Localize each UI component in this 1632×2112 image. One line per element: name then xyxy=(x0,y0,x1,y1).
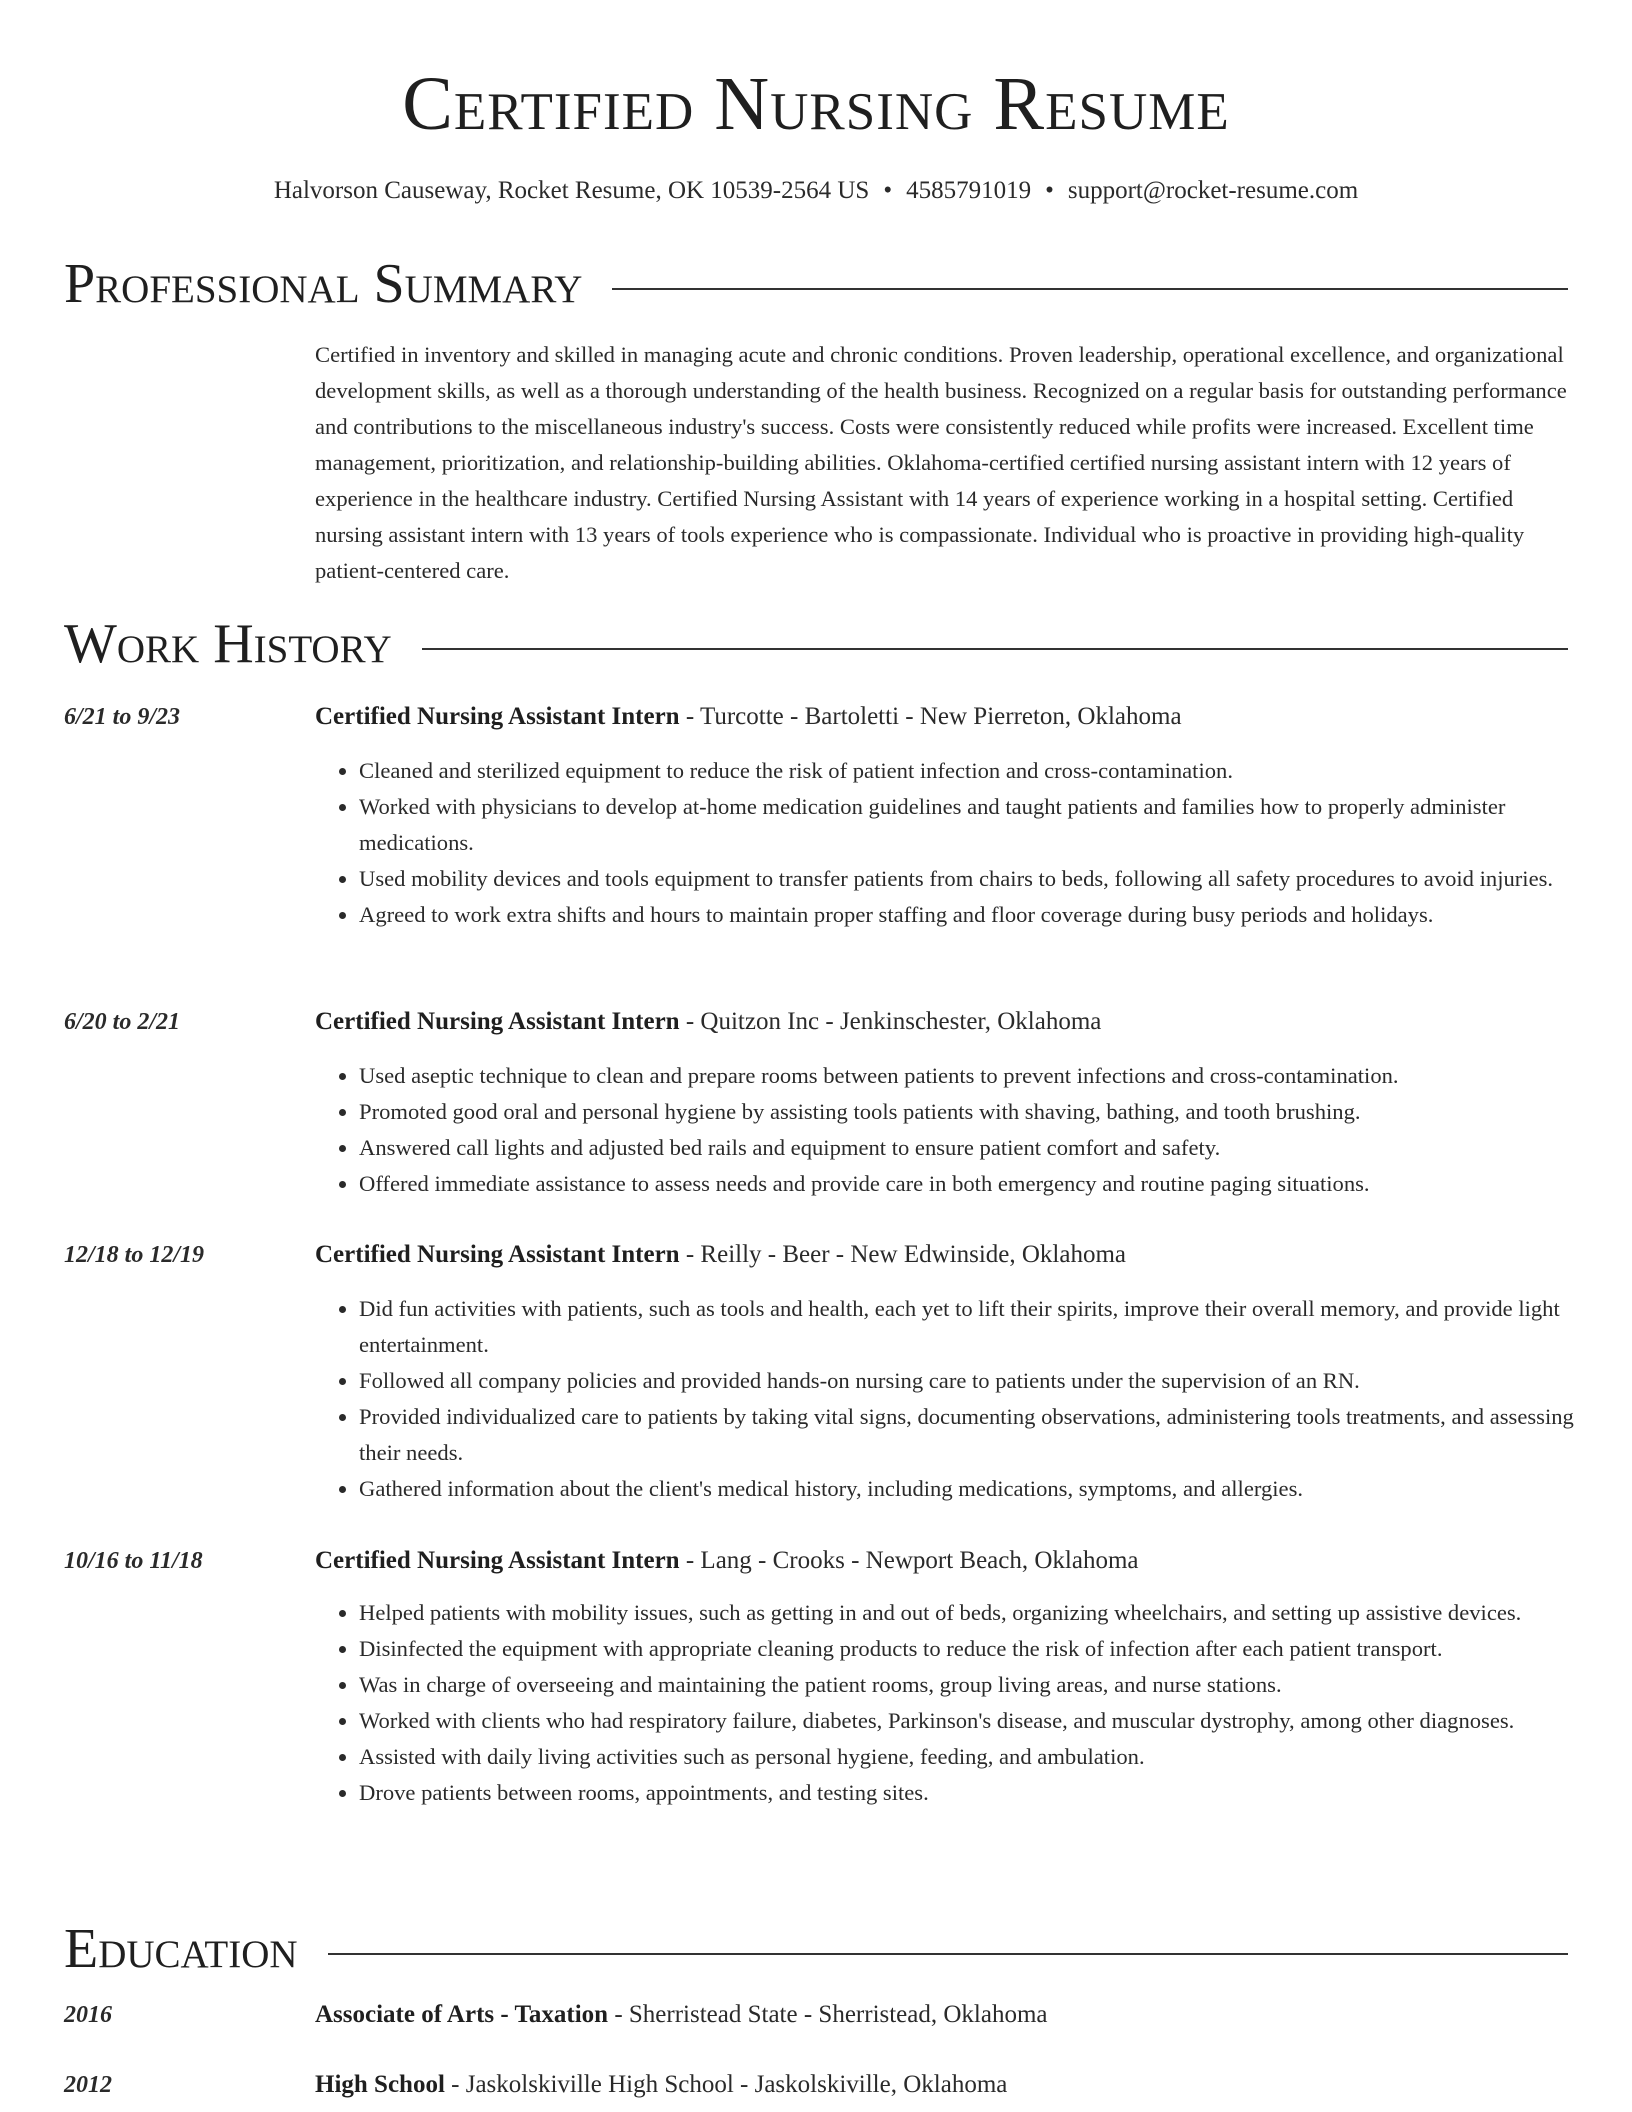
summary-text: Certified in inventory and skilled in managing acute and chronic conditions. Proven leadership, operational excellence, and organizational development skills, as well as a thorough understanding of the health business. Recognized on a regular basis for outstanding performance and contributions to the miscellaneous industry's success. Costs were consistently reduced while profits were increased. Excellent time management, prioritization, and relationship-building abilities. Oklahoma-certified certified nursing assistant intern with 12 years of experience in the healthcare industry. Certified Nursing Assistant with 14 years of experience working in a hospital setting. Certified nursing assistant intern with 13 years of tools experience who is compassionate. Individual who is proactive in providing high-quality patient-centered care. xyxy=(315,342,1567,583)
contact-email: support@rocket-resume.com xyxy=(1067,177,1359,204)
education-heading-line xyxy=(315,1997,1568,2033)
bullet-item: • Was in charge of overseeing and maintaining the patient rooms, group living areas, and nurse stations. xyxy=(359,1667,1612,1703)
job-details: - Lang - Crooks - Newport Beach, Oklahoma xyxy=(679,1547,1139,1574)
bullet-item: • Followed all company policies and provided hands-on nursing care to patients under the supervision of an RN. xyxy=(359,1363,1612,1399)
education-year: 2016 xyxy=(64,2002,112,2028)
work-section-header xyxy=(64,612,1568,682)
job-details: - Quitzon Inc - Jenkinschester, Oklahoma xyxy=(679,1008,1102,1035)
bullet-item: • Gathered information about the client's medical history, including medications, symptoms, and allergies. xyxy=(359,1471,1612,1507)
job-bullets xyxy=(315,1595,1612,1811)
job-details: - Turcotte - Bartoletti - New Pierreton, Oklahoma xyxy=(679,703,1182,730)
bullet-item: • Assisted with daily living activities such as personal hygiene, feeding, and ambulation. xyxy=(359,1739,1612,1775)
education-details: - Jaskolskiville High School - Jaskolskiville, Oklahoma xyxy=(444,2071,1008,2098)
education-year: 2012 xyxy=(64,2072,112,2098)
job-bullets xyxy=(315,1291,1612,1507)
bullet-item: • Disinfected the equipment with appropriate cleaning products to reduce the risk of infection after each patient transport. xyxy=(359,1631,1612,1667)
job-dates: 12/18 to 12/19 xyxy=(64,1242,205,1268)
job-title: Certified Nursing Assistant Intern xyxy=(315,1547,680,1574)
contact-phone: 4585791019 xyxy=(906,177,1032,204)
contact-address: Halvorson Causeway, Rocket Resume, OK 10539-2564 US xyxy=(273,177,870,204)
job-heading xyxy=(315,1543,1568,1579)
job-bullets xyxy=(315,753,1612,933)
summary-section-header xyxy=(64,252,1568,322)
education-degree: Associate of Arts - Taxation xyxy=(315,2001,609,2028)
job-details: - Reilly - Beer - New Edwinside, Oklahoma xyxy=(679,1241,1127,1268)
bullet-item: • Did fun activities with patients, such as tools and health, each yet to lift their spirits, improve their overall memory, and provide light entertainment. xyxy=(359,1291,1612,1363)
bullet-item: • Used mobility devices and tools equipment to transfer patients from chairs to beds, following all safety procedures to avoid injuries. xyxy=(359,861,1612,897)
bullet-item: • Used aseptic technique to clean and prepare rooms between patients to prevent infections and cross-contamination. xyxy=(359,1058,1612,1094)
bullet-item: • Promoted good oral and personal hygiene by assisting tools patients with shaving, bathing, and tooth brushing. xyxy=(359,1094,1612,1130)
job-bullets xyxy=(315,1058,1612,1202)
contact-separator: • xyxy=(1045,177,1054,204)
work-heading: Work History xyxy=(64,612,422,676)
bullet-item: • Helped patients with mobility issues, such as getting in and out of beds, organizing wheelchairs, and setting up assistive devices. xyxy=(359,1595,1612,1631)
job-heading xyxy=(315,1237,1568,1273)
resume-title: Certified Nursing Resume xyxy=(402,62,1230,146)
bullet-item: • Agreed to work extra shifts and hours to maintain proper staffing and floor coverage during busy periods and holidays. xyxy=(359,897,1612,933)
education-degree: High School xyxy=(315,2071,445,2098)
bullet-item: • Cleaned and sterilized equipment to reduce the risk of patient infection and cross-contamination. xyxy=(359,753,1612,789)
job-dates: 6/20 to 2/21 xyxy=(64,1009,181,1035)
job-dates: 6/21 to 9/23 xyxy=(64,704,181,730)
contact-line xyxy=(0,176,1632,206)
education-details: - Sherristead State - Sherristead, Oklahoma xyxy=(608,2001,1048,2028)
bullet-item: • Answered call lights and adjusted bed rails and equipment to ensure patient comfort and safety. xyxy=(359,1130,1612,1166)
job-title: Certified Nursing Assistant Intern xyxy=(315,1241,680,1268)
bullet-item: • Provided individualized care to patients by taking vital signs, documenting observations, administering tools treatments, and assessing their needs. xyxy=(359,1399,1612,1471)
bullet-item: • Offered immediate assistance to assess needs and provide care in both emergency and routine paging situations. xyxy=(359,1166,1612,1202)
job-heading xyxy=(315,699,1568,735)
bullet-item: • Worked with physicians to develop at-home medication guidelines and taught patients and families how to properly administer medications. xyxy=(359,789,1612,861)
education-heading: Education xyxy=(64,1917,328,1981)
contact-separator: • xyxy=(883,177,893,204)
job-title: Certified Nursing Assistant Intern xyxy=(315,703,680,730)
job-dates: 10/16 to 11/18 xyxy=(64,1548,203,1574)
summary-heading: Professional Summary xyxy=(64,252,612,316)
education-section-header xyxy=(64,1917,1568,1987)
bullet-item: • Worked with clients who had respiratory failure, diabetes, Parkinson's disease, and muscular dystrophy, among other diagnoses. xyxy=(359,1703,1612,1739)
job-title: Certified Nursing Assistant Intern xyxy=(315,1008,680,1035)
bullet-item: • Drove patients between rooms, appointments, and testing sites. xyxy=(359,1775,1612,1811)
education-heading-line xyxy=(315,2067,1568,2103)
job-heading xyxy=(315,1004,1568,1040)
